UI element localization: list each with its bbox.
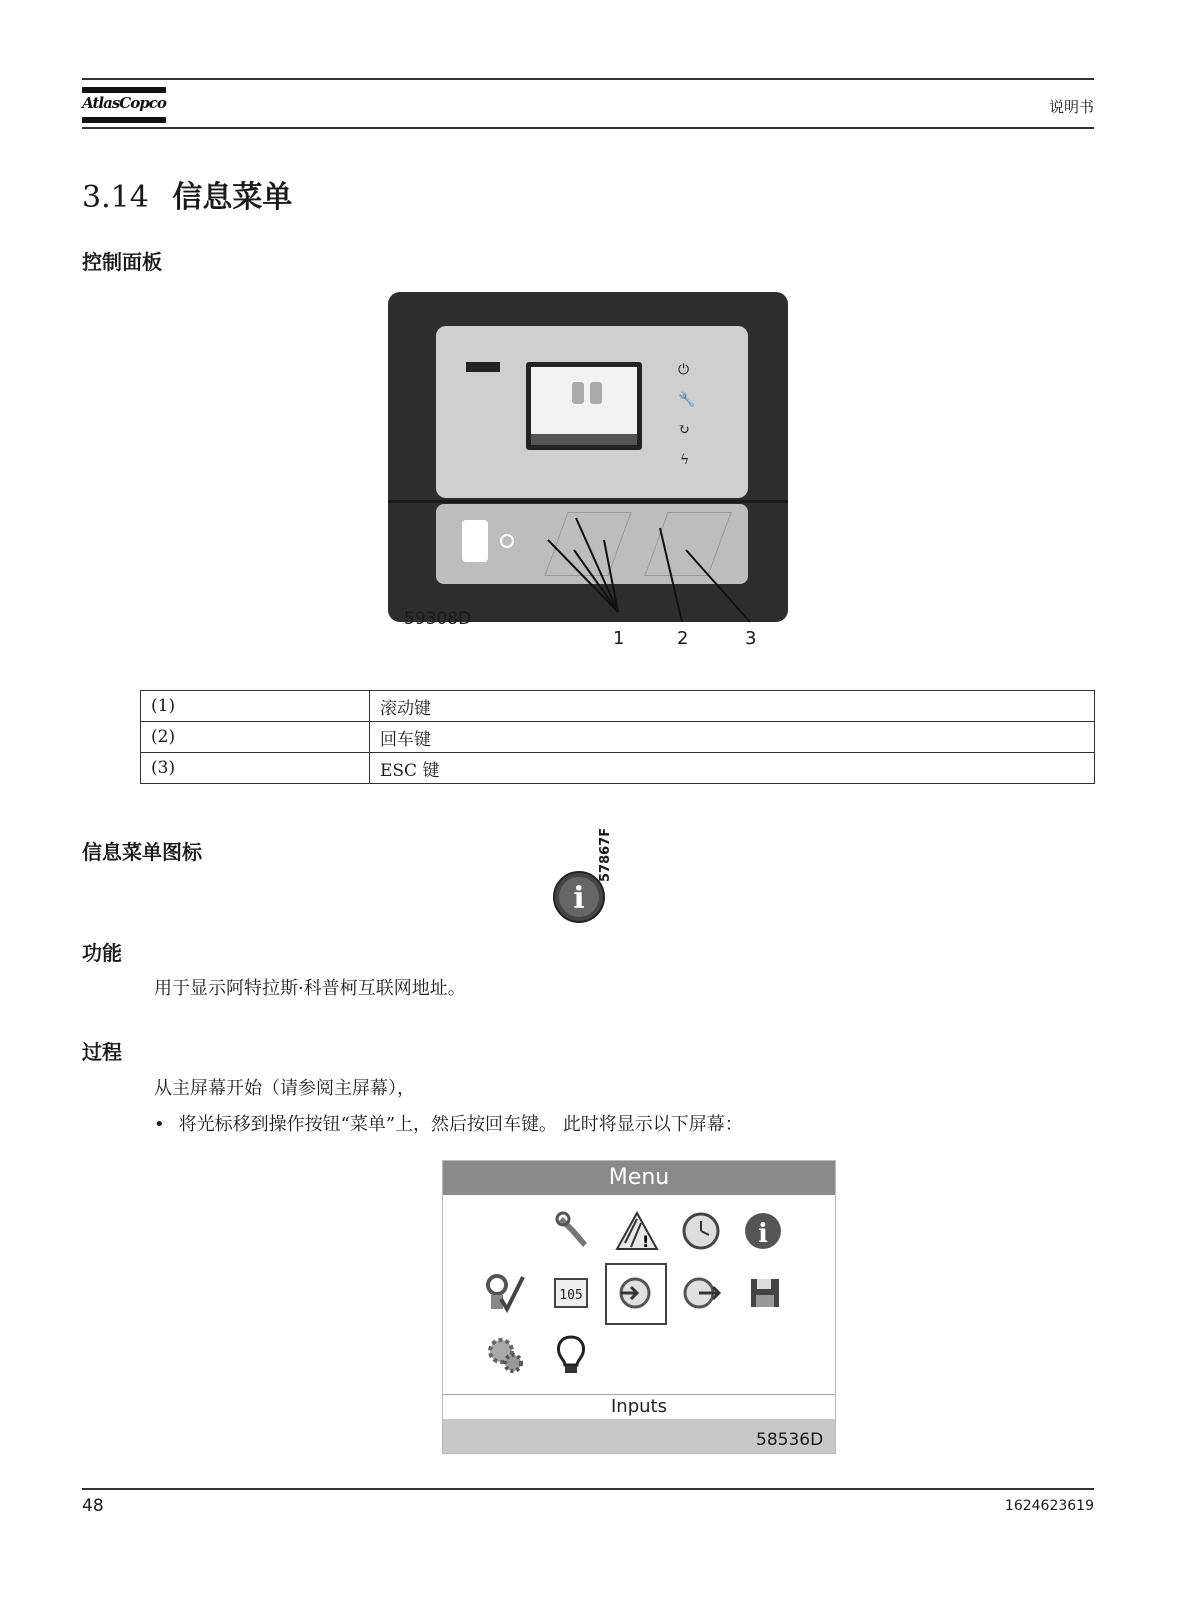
- svg-text:i: i: [573, 881, 585, 916]
- svg-text:105: 105: [559, 1288, 583, 1303]
- counter-icon[interactable]: [549, 1271, 593, 1315]
- header-top-rule: [82, 78, 1094, 80]
- procedure-intro: 从主屏幕开始（请参阅主屏幕），: [154, 1078, 415, 1099]
- info-icon[interactable]: [741, 1209, 785, 1253]
- procedure-bullet: • 将光标移到操作按钮“菜单”上，然后按回车键。 此时将显示以下屏幕：: [154, 1114, 743, 1135]
- procedure-heading: 过程: [82, 1040, 122, 1064]
- bulb-icon[interactable]: [549, 1333, 593, 1377]
- callout-1: 1: [613, 628, 625, 649]
- legend-desc: 滚动键: [370, 691, 1095, 722]
- header-bottom-rule: [82, 127, 1094, 129]
- section-name: 信息菜单: [172, 180, 293, 215]
- wrench-icon[interactable]: [553, 1209, 597, 1253]
- control-panel-heading: 控制面板: [82, 250, 162, 274]
- menu-figure-id: 58536D: [756, 1430, 824, 1450]
- table-row: [141, 691, 1095, 722]
- page-number: 48: [82, 1496, 104, 1516]
- menu-title: Menu: [443, 1161, 835, 1195]
- legend-desc: 回车键: [370, 722, 1095, 753]
- service-led-icon: 🔧: [678, 392, 696, 408]
- legend-ref: (1): [141, 691, 370, 722]
- menu-status-label: Inputs: [443, 1394, 835, 1419]
- function-heading: 功能: [82, 941, 122, 965]
- icon-section-heading: 信息菜单图标: [82, 840, 202, 864]
- warning-icon[interactable]: [615, 1209, 659, 1253]
- callout-lines: [388, 292, 788, 652]
- voltage-led-icon: ϟ: [680, 452, 690, 468]
- power-led-icon: ⏻: [678, 362, 690, 378]
- gear-icon[interactable]: [483, 1333, 527, 1377]
- auto-led-icon: ↻: [678, 422, 690, 438]
- table-row: [141, 753, 1095, 784]
- legend-desc: ESC 键: [370, 753, 1095, 784]
- function-text: 用于显示阿特拉斯·科普柯互联网地址。: [154, 978, 466, 999]
- doc-type-label: 说明书: [1048, 98, 1094, 116]
- doc-number: 1624623619: [1004, 1498, 1094, 1514]
- section-number: 3.14: [82, 180, 149, 215]
- control-panel-figure-id: 59308D: [404, 609, 472, 629]
- outputs-icon[interactable]: [679, 1271, 723, 1315]
- control-panel-figure: [388, 292, 788, 622]
- callout-2: 2: [677, 628, 689, 649]
- legend-table: [140, 690, 1095, 784]
- svg-text:!: !: [642, 1232, 650, 1251]
- svg-text:i: i: [758, 1219, 768, 1249]
- icon-figure-id: 57867F: [598, 827, 613, 882]
- clock-icon[interactable]: [679, 1209, 723, 1253]
- callout-3: 3: [745, 628, 757, 649]
- legend-ref: (2): [141, 722, 370, 753]
- table-row: [141, 722, 1095, 753]
- section-title: [82, 172, 292, 216]
- footer-rule: [82, 1488, 1094, 1490]
- menu-screenshot: [442, 1160, 836, 1454]
- inputs-icon[interactable]: [613, 1271, 657, 1315]
- checklist-icon[interactable]: [483, 1271, 527, 1315]
- legend-ref: (3): [141, 753, 370, 784]
- atlas-copco-logo: AtlasCopco: [82, 83, 166, 127]
- save-icon[interactable]: [743, 1271, 787, 1315]
